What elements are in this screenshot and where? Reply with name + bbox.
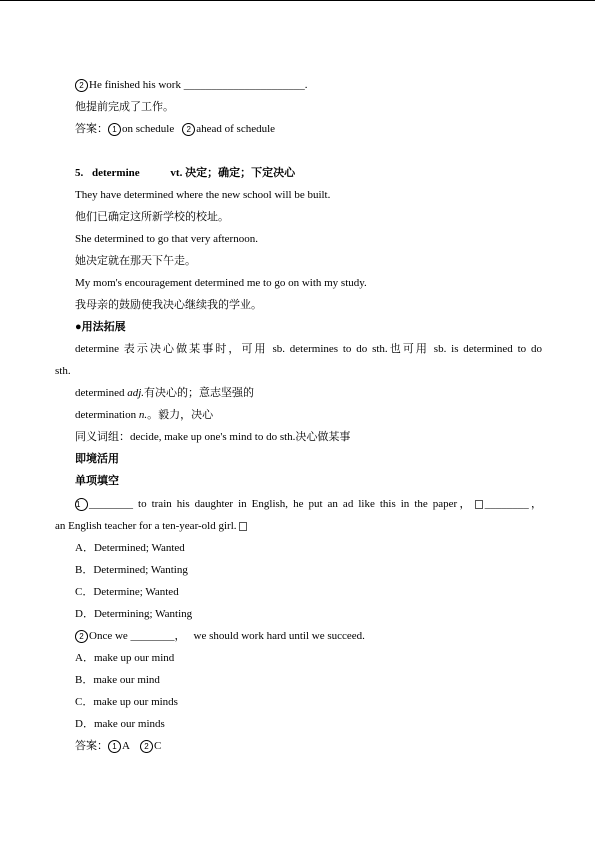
question-2-text-b: we should work hard until we succeed.: [193, 630, 365, 642]
entry-heading: [75, 166, 295, 180]
question-2: [75, 629, 365, 643]
circled-number: 2: [140, 740, 153, 753]
placeholder-box-icon: [239, 522, 247, 531]
circled-number: 1: [75, 498, 88, 511]
example-3-en: My mom's encouragement determined me to go on with my study.: [75, 277, 367, 289]
prev-question-2: [75, 78, 307, 92]
example-2-en: She determined to go that very afternoon.: [75, 233, 258, 245]
answer-2: C: [153, 740, 162, 752]
question-1-text-a: ________ to train his daughter in English, he put an ad like this in the paper，: [89, 498, 473, 510]
example-3-cn: 我母亲的鼓励使我决心继续我的学业。: [75, 299, 262, 311]
determination-meaning: 。毅力，决心: [147, 409, 214, 421]
answer-label: 答案：: [75, 123, 108, 135]
usage-determination: [75, 408, 213, 422]
determination-word: determination: [75, 409, 139, 421]
answer-2: ahead of schedule: [196, 123, 276, 135]
example-2-cn: 她决定就在那天下午走。: [75, 255, 196, 267]
prev-answer: [75, 122, 275, 136]
circled-number: 2: [182, 123, 195, 136]
top-rule: [0, 0, 595, 1]
determined-meaning: 有决心的；意志坚强的: [144, 387, 255, 399]
q2-option-c: C．make up our minds: [75, 696, 178, 708]
prev-question-text: He finished his work ______________________.: [89, 79, 308, 91]
prev-question-translation: 他提前完成了工作。: [75, 101, 174, 113]
circled-number: 2: [75, 79, 88, 92]
determined-word: determined: [75, 387, 128, 399]
answer-1: A: [122, 740, 130, 752]
question-1-cont-text: an English teacher for a ten-year-old girl.: [55, 520, 237, 532]
usage-synonym: 同义词组：decide, make up one's mind to do sth.决心做某事: [75, 431, 351, 443]
usage-line-1-cont: sth.: [55, 365, 71, 377]
question-2-text-a: Once we ________，: [89, 630, 186, 642]
entry-pos: vt.: [170, 167, 183, 179]
circled-number: 1: [108, 123, 121, 136]
question-1-text-b: ________，: [484, 498, 542, 510]
usage-determined: [75, 386, 254, 400]
fill-heading: 单项填空: [75, 475, 119, 487]
q2-option-b: B．make our mind: [75, 674, 160, 686]
usage-line-1: determine 表示决心做某事时，可用 sb. determines to do sth.也可用 sb. is determined to do: [75, 343, 542, 355]
answer-label: 答案：: [75, 740, 108, 752]
q1-option-d: D．Determining; Wanting: [75, 608, 193, 620]
entry-word: determine: [92, 167, 140, 179]
example-1-en: They have determined where the new school will be built.: [75, 189, 331, 201]
practice-heading: 即境活用: [75, 453, 119, 465]
q1-option-b: B．Determined; Wanting: [75, 564, 188, 576]
final-answer: [75, 739, 161, 753]
entry-number: 5.: [75, 167, 84, 179]
usage-heading: ●用法拓展: [75, 321, 126, 333]
q1-option-a: A．Determined; Wanted: [75, 542, 185, 554]
circled-number: 1: [108, 740, 121, 753]
q1-option-c: C．Determine; Wanted: [75, 586, 179, 598]
q2-option-d: D．make our minds: [75, 718, 165, 730]
placeholder-box-icon: [475, 500, 483, 509]
determined-pos: adj.: [127, 387, 145, 399]
entry-meaning: 决定；确定；下定决心: [185, 167, 296, 179]
answer-1: on schedule: [122, 123, 175, 135]
determination-pos: n.: [138, 409, 148, 421]
question-1-cont: [55, 519, 249, 533]
circled-number: 2: [75, 630, 88, 643]
question-1: [75, 497, 542, 511]
q2-option-a: A．make up our mind: [75, 652, 175, 664]
example-1-cn: 他们已确定这所新学校的校址。: [75, 211, 229, 223]
